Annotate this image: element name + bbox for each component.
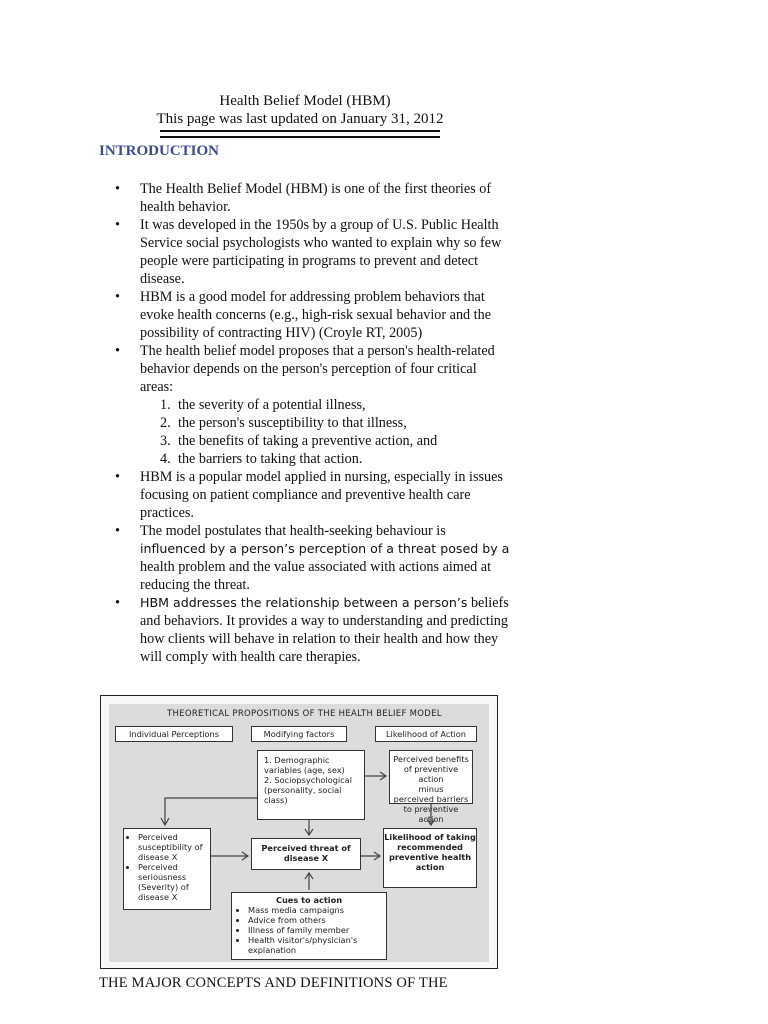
modifying-factors-box: 1. Demographic variables (age, sex) 2. Sociopsychological (personality, social class): [257, 750, 365, 820]
arrowhead-up-center: [305, 873, 313, 879]
list-item: • It was developed in the 1950s by a group of U.S. Public Health Service social psychologists who wanted to explain why so few people were participating in programs to prevent and detect disease.: [100, 216, 510, 288]
likelihood-box: Likelihood of taking recommended preventive health action: [383, 828, 477, 888]
health-belief-model-diagram: [100, 695, 498, 969]
diagram-panel: [109, 704, 489, 962]
arrowhead-down-left: [161, 818, 169, 825]
critical-areas-list: [140, 396, 510, 468]
list-item: • HBM is a popular model applied in nursing, especially in issues focusing on patient compliance and preventive health care practices.: [100, 468, 510, 522]
double-rule-divider: [160, 130, 440, 138]
diagram-title: THEORETICAL PROPOSITIONS OF THE HEALTH BELIEF MODEL: [167, 709, 442, 719]
arrowhead-right-middle2: [374, 852, 380, 860]
individual-perceptions-header: Individual Perceptions: [115, 726, 233, 742]
perceived-threat-box: Perceived threat of disease X: [251, 838, 361, 870]
intro-bullet-list: [100, 180, 510, 666]
perceptions-list: • Perceived susceptibility of disease X • Perceived seriousness (Severity) of disease X: [126, 832, 208, 902]
page-title: Health Belief Model (HBM): [219, 93, 391, 109]
sub-list-item: 4. the barriers to taking that action.: [160, 451, 363, 467]
perceived-benefits-box: Perceived benefits of preventive action minus perceived barriers to preventive action: [389, 750, 473, 804]
last-updated-text: This page was last updated on January 31, 2012: [156, 111, 444, 127]
list-item: • HBM addresses the relationship between a person’s beliefs and behaviors. It provides a way to understanding and predicting how clients will behave in relation to their health and how they will comply with health care therapies.: [100, 594, 510, 666]
arrowhead-down-center: [305, 829, 313, 835]
cues-to-action-box: Cues to action • Mass media campaigns • Advice from others • Illness of family member • Health visitor's/physician's explanation: [231, 892, 387, 960]
list-item: • The model postulates that health-seeking behaviour is influenced by a person’s perception of a threat posed by a health problem and the value associated with actions aimed at reducing the threat.: [100, 522, 510, 594]
list-item: • The Health Belief Model (HBM) is one of the first theories of health behavior.: [100, 180, 510, 216]
arrowhead-right-top: [380, 772, 386, 780]
arrow-factors-to-perceptions: [165, 798, 257, 824]
modifying-factors-header: Modifying factors: [251, 726, 347, 742]
likelihood-of-action-header: Likelihood of Action: [375, 726, 477, 742]
major-concepts-heading: THE MAJOR CONCEPTS AND DEFINITIONS OF THE: [99, 975, 448, 991]
list-item: • HBM is a good model for addressing problem behaviors that evoke health concerns (e.g., high-risk sexual behavior and the possibility of contracting HIV) (Croyle RT, 2005): [100, 288, 510, 342]
arrowhead-right-middle: [242, 852, 248, 860]
list-item: • The health belief model proposes that a person's health-related behavior depends on the person's perception of four critical areas: 1. the severity of a potential illness, 2. the person's susceptibility to that illness, 3. the benefits of taking a preventive action, and 4. the barriers to taking that action.: [100, 342, 510, 468]
individual-perceptions-box: [123, 828, 211, 910]
sub-list-item: 1. the severity of a potential illness,: [160, 397, 366, 413]
cues-list: • Mass media campaigns • Advice from others • Illness of family member • Health visitor's/physician's explanation: [236, 905, 382, 955]
sub-list-item: 3. the benefits of taking a preventive action, and: [160, 433, 438, 449]
sub-list-item: 2. the person's susceptibility to that illness,: [160, 415, 407, 431]
introduction-heading: INTRODUCTION: [99, 143, 220, 159]
